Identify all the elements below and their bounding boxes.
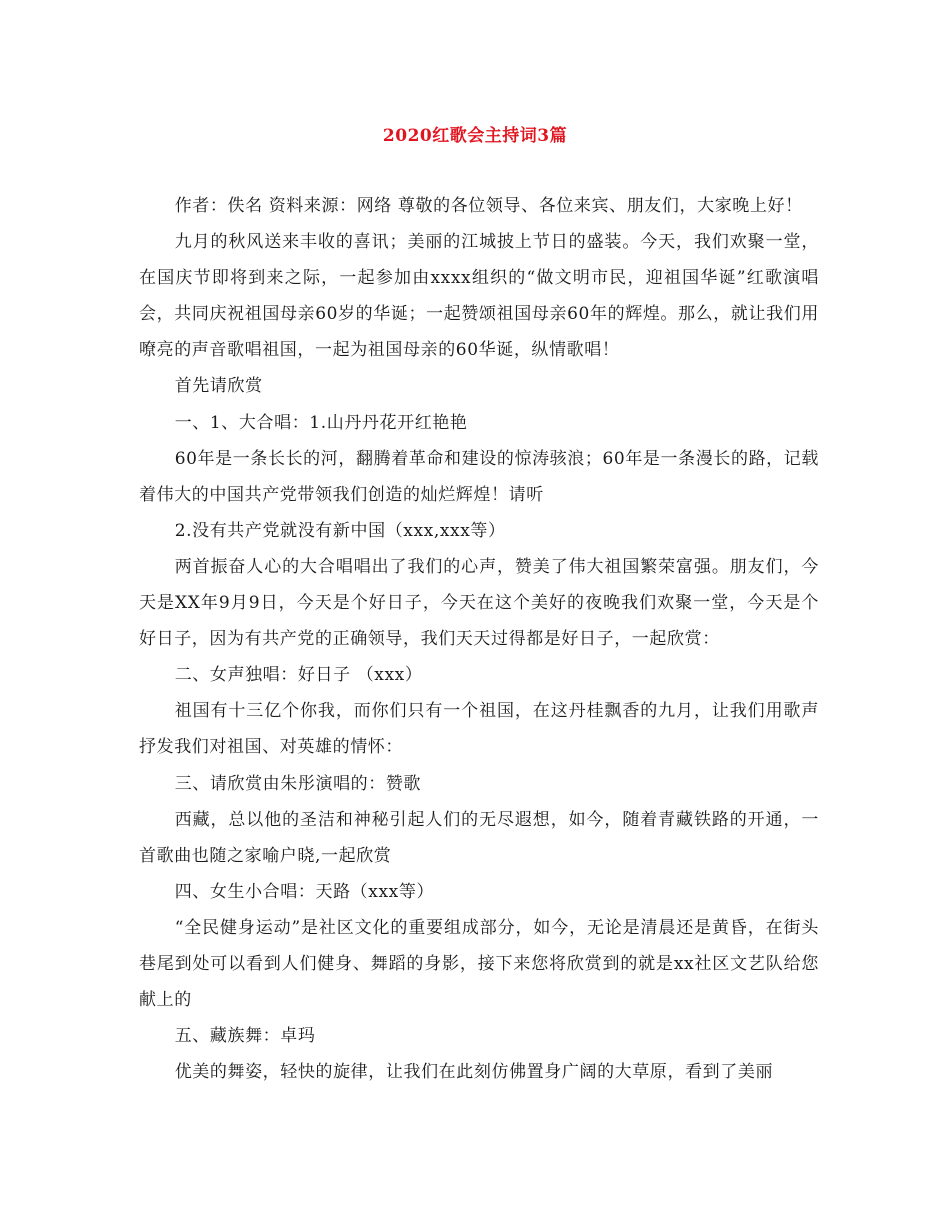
paragraph: 两首振奋人心的大合唱唱出了我们的心声，赞美了伟大祖国繁荣富强。朋友们，今天是XX年9月9日，今天是个好日子，今天在这个美好的夜晚我们欢聚一堂，今天是个好日子，因为有共产党的正确领导，我们天天过得都是好日子，一起欣赏： [139,556,819,650]
paragraph: 优美的舞姿，轻快的旋律，让我们在此刻仿佛置身广阔的大草原，看到了美丽 [174,1062,774,1083]
paragraph: 五、藏族舞：卓玛 [174,1026,316,1047]
paragraph: 60年是一条长长的河，翻腾着革命和建设的惊涛骇浪；60年是一条漫长的路，记载着伟大的中国共产党带领我们创造的灿烂辉煌！请听 [139,448,819,505]
paragraph: 祖国有十三亿个你我，而你们只有一个祖国，在这丹桂飘香的九月，让我们用歌声抒发我们对祖国、对英雄的情怀： [139,701,819,758]
paragraph: 一、1、大合唱：1.山丹丹花开红艳艳 [174,412,468,433]
paragraph: 四、女生小合唱：天路（xxx等） [174,881,435,902]
paragraph: 首先请欣赏 [174,376,263,397]
paragraph: 三、请欣赏由朱彤演唱的：赞歌 [174,773,422,794]
paragraph: 西藏，总以他的圣洁和神秘引起人们的无尽遐想，如今，随着青藏铁路的开通，一首歌曲也随之家喻户晓,一起欣赏 [139,809,819,866]
paragraph: 作者：佚名 资料来源：网络 尊敬的各位领导、各位来宾、朋友们，大家晚上好！ [174,196,803,216]
paragraph: “全民健身运动”是社区文化的重要组成部分，如今，无论是清晨还是黄昏，在街头巷尾到处可以看到人们健身、舞蹈的身影，接下来您将欣赏到的就是xx社区文艺队给您献上的 [139,917,819,1011]
paragraph: 九月的秋风送来丰收的喜讯；美丽的江城披上节日的盛装。今天，我们欢聚一堂，在国庆节即将到来之际，一起参加由xxxx组织的“做文明市民，迎祖国华诞”红歌演唱会，共同庆祝祖国母亲60岁的华诞；一起赞颂祖国母亲60年的辉煌。那么，就让我们用嘹亮的声音歌唱祖国，一起为祖国母亲的60华诞，纵情歌唱！ [139,232,819,361]
document-title: 2020红歌会主持词3篇 [382,126,568,146]
paragraph: 二、女声独唱：好日子 （xxx） [174,665,423,686]
paragraph: 2.没有共产党就没有新中国（xxx,xxx等） [174,520,506,541]
document-body [139,188,819,1090]
